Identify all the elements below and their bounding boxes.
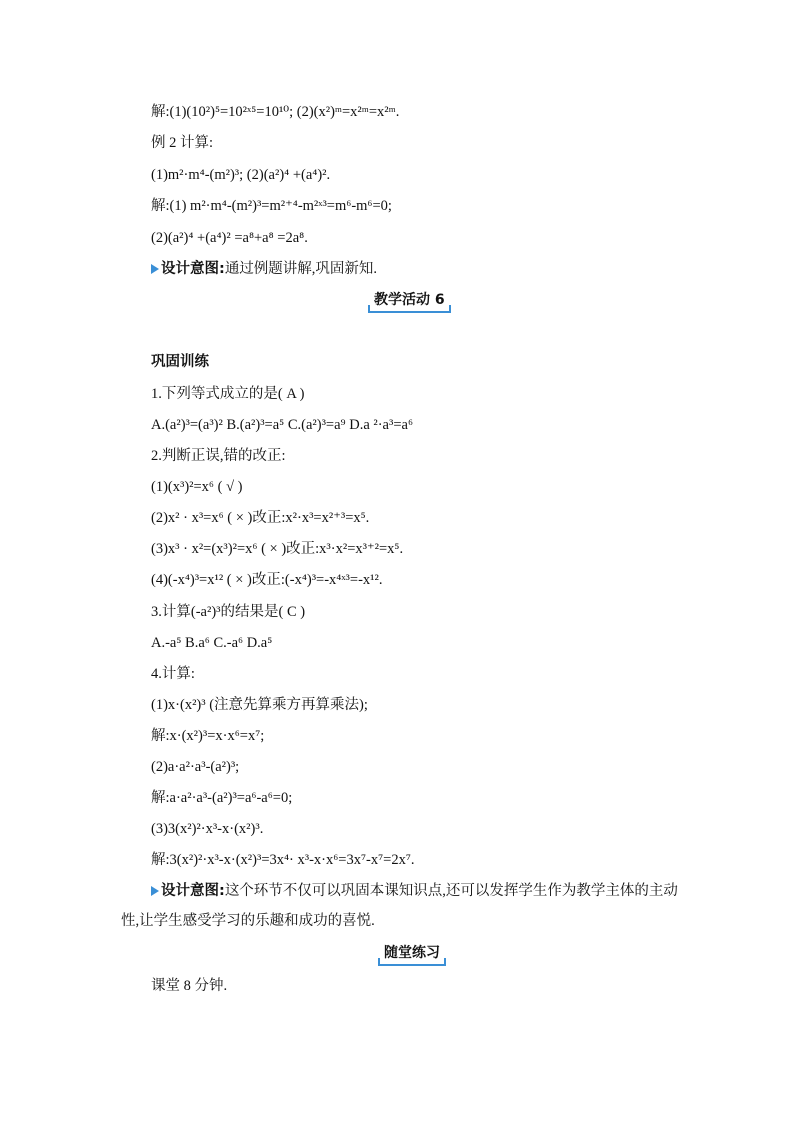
triangle-marker-icon: [151, 886, 159, 896]
exercise-line: (4)(-x⁴)³=x¹² ( × )改正:(-x⁴)³=-x⁴ˣ³=-x¹².: [151, 572, 383, 588]
exercise-line: (3)x³ · x²=(x³)²=x⁶ ( × )改正:x³·x²=x³⁺²=x⁵.: [151, 541, 404, 557]
exercise-line: (3)3(x²)²·x³-x·(x²)³.: [151, 821, 264, 837]
design-intent-text: 通过例题讲解,巩固新知.: [224, 261, 378, 277]
class-time-note: 课堂 8 分钟.: [151, 978, 228, 994]
design-intent-text: 这个环节不仅可以巩固本课知识点,还可以发挥学生作为教学主体的主动性,让学生感受学习的乐趣和成功的喜悦.: [121, 883, 678, 929]
exercise-line: 解:x·(x²)³=x·x⁶=x⁷;: [151, 728, 265, 744]
example-2-title: 例 2 计算:: [151, 135, 214, 151]
design-intent-2: [121, 876, 681, 936]
exercise-line: 4.计算:: [151, 666, 195, 682]
section-tag-practice: [380, 942, 444, 962]
example-2-problem: (1)m²·m⁴-(m²)³; (2)(a²)⁴ +(a⁴)².: [151, 167, 331, 183]
exercise-line: (2)x² · x³=x⁶ ( × )改正:x²·x³=x²⁺³=x⁵.: [151, 510, 370, 526]
example-2-solution-1: 解:(1) m²·m⁴-(m²)³=m²⁺⁴-m²ˣ³=m⁶-m⁶=0;: [151, 198, 392, 214]
triangle-marker-icon: [151, 264, 159, 274]
exercise-line: (1)(x³)²=x⁶ ( √ ): [151, 479, 243, 495]
section-tag-activity-6: [370, 289, 449, 309]
exercise-line: A.(a²)³=(a³)² B.(a²)³=a⁵ C.(a²)³=a⁹ D.a ²·a³=a⁶: [151, 417, 414, 433]
tag-underline: [370, 311, 449, 313]
exercise-line: 解:a·a²·a³-(a²)³=a⁶-a⁶=0;: [151, 790, 293, 806]
example-2-solution-2: (2)(a²)⁴ +(a⁴)² =a⁸+a⁸ =2a⁸.: [151, 230, 308, 246]
exercise-line: 3.计算(-a²)³的结果是( C ): [151, 604, 306, 620]
exercise-line: 解:3(x²)²·x³-x·(x²)³=3x⁴· x³-x·x⁶=3x⁷-x⁷=2x⁷.: [151, 852, 415, 868]
design-intent-label: 设计意图:: [161, 261, 225, 277]
tag-underline: [380, 964, 444, 966]
section-title: 巩固训练: [151, 354, 209, 370]
section-tag-label: 教学活动 6: [374, 292, 445, 308]
exercise-line: (2)a·a²·a³-(a²)³;: [151, 759, 240, 775]
design-intent-1: [151, 259, 377, 279]
exercise-line: 1.下列等式成立的是( A ): [151, 386, 305, 402]
section-tag-label: 随堂练习: [384, 945, 440, 961]
design-intent-label: 设计意图:: [161, 883, 225, 899]
exercise-line: (1)x·(x²)³ (注意先算乘方再算乘法);: [151, 697, 368, 713]
exercise-line: A.-a⁵ B.a⁶ C.-a⁶ D.a⁵: [151, 635, 273, 651]
exercise-line: 2.判断正误,错的改正:: [151, 448, 286, 464]
solution-line-1: 解:(1)(10²)⁵=10²ˣ⁵=10¹⁰; (2)(x²)ᵐ=x²ᵐ=x²ᵐ.: [151, 104, 400, 120]
